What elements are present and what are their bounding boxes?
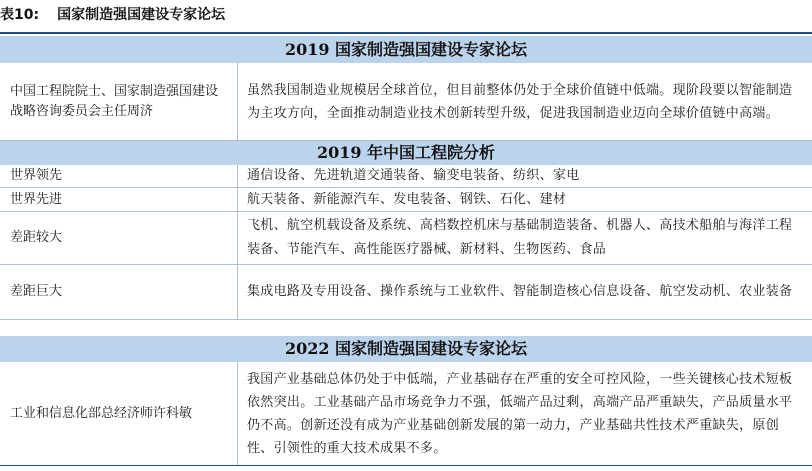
section-header-2019-cae-analysis: 2019 年中国工程院分析: [0, 141, 812, 165]
row-content: [238, 63, 812, 140]
table-title: [0, 0, 812, 30]
row-content-text: 飞机、航空机载设备及系统、高档数控机床与基础制造装备、机器人、高技术船舶与海洋工程装备、节能汽车、高性能医疗器械、新材料、生物医药、食品: [247, 218, 793, 257]
row-content: [238, 165, 812, 187]
row-content-text: 我国产业基础总体仍处于中低端，产业基础存在严重的安全可控风险，一些关键核心技术短板依然突出。工业基础产品市场竞争力不强，低端产品过剩，高端产品严重缺失，产品质量水平仍不高。创新还没有成为产业基础创新发展的第一动力，产业基础共性技术严重缺失，原创性、引领性的重大技术成果不多。: [247, 371, 793, 456]
row-content: [238, 265, 812, 319]
row-content-text: 航天装备、新能源汽车、发电装备、钢铁、石化、建材: [247, 191, 567, 207]
row-label: 世界领先: [0, 165, 238, 187]
section-header-2022-forum: 2022 国家制造强国建设专家论坛: [0, 336, 812, 362]
top-rule: [0, 32, 812, 34]
row-label: 工业和信息化部总经济师许科敏: [0, 362, 238, 465]
table-row: [0, 212, 812, 265]
row-label: 中国工程院院士、国家制造强国建设战略咨询委员会主任周济: [0, 63, 238, 140]
row-content: [238, 362, 812, 465]
table-row: [0, 63, 812, 141]
bottom-rule: [0, 465, 812, 466]
row-label: 世界先进: [0, 188, 238, 211]
row-content-text: 集成电路及专用设备、操作系统与工业软件、智能制造核心信息设备、航空发动机、农业装备: [247, 284, 793, 299]
row-label: 差距较大: [0, 212, 238, 264]
section-gap: [0, 320, 812, 336]
row-content-text: 虽然我国制造业规模居全球首位，但目前整体仍处于全球价值链中低端。现阶段要以智能制造为主攻方向，全面推动制造业技术创新转型升级，促进我国制造业迈向全球价值链中高端。: [247, 82, 793, 121]
table-number: 表10:: [0, 7, 40, 23]
table-row: [0, 265, 812, 320]
section-header-2019-forum: 2019 国家制造强国建设专家论坛: [0, 36, 812, 63]
row-content: [238, 188, 812, 211]
row-label: 差距巨大: [0, 265, 238, 319]
table-row: [0, 362, 812, 465]
row-content: [238, 212, 812, 264]
table-row: [0, 188, 812, 212]
table-caption: 国家制造强国建设专家论坛: [57, 7, 226, 23]
row-content-text: 通信设备、先进轨道交通装备、输变电装备、纺织、家电: [247, 168, 580, 183]
table-row: [0, 165, 812, 188]
